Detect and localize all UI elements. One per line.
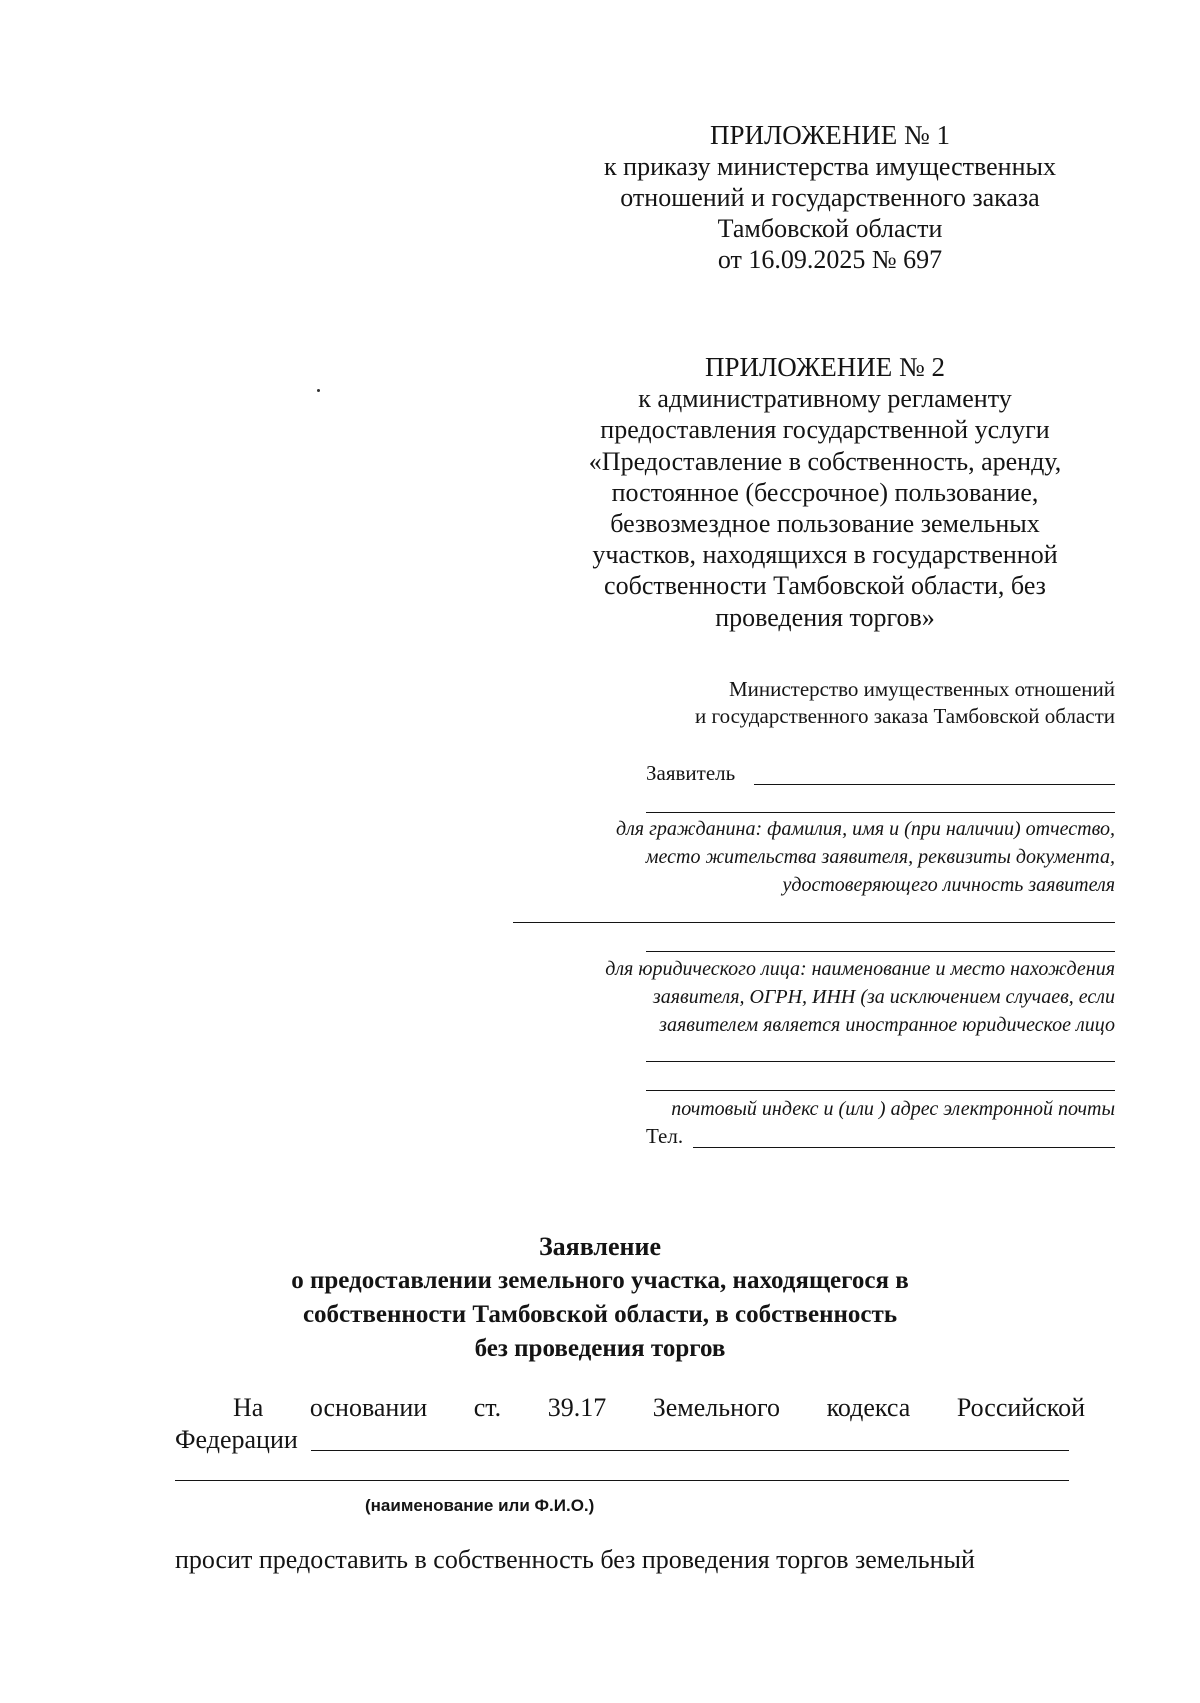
appendix-2-line: собственности Тамбовской области, без (604, 571, 1046, 601)
appendix-2-header (545, 352, 1105, 633)
paragraph-first-line (175, 1392, 1085, 1424)
appendix-2-heading: ПРИЛОЖЕНИЕ № 2 (704, 352, 946, 382)
statement-subtitle-line: без проведения торгов (474, 1335, 726, 1362)
recipient-ministry (600, 676, 1115, 730)
statement-title: Заявление (538, 1232, 662, 1261)
paragraph-word: ст. (473, 1393, 502, 1422)
paragraph-federation: Федерации (175, 1425, 298, 1454)
appendix-1-header (560, 120, 1100, 275)
appendix-1-line: отношений и государственного заказа (620, 183, 1040, 212)
citizen-hint-line: место жительства заявителя, реквизиты документа, (645, 846, 1115, 868)
applicant-name-field-line-2[interactable] (175, 1480, 1069, 1481)
applicant-name-field[interactable] (311, 1450, 1069, 1451)
legal-field[interactable] (646, 951, 1115, 952)
scan-speck (317, 389, 320, 392)
citizen-hint (616, 815, 1115, 899)
appendix-2-line: участков, находящихся в государственной (592, 540, 1058, 570)
citizen-field[interactable] (513, 922, 1115, 923)
paragraph-word: Российской (956, 1393, 1085, 1422)
applicant-field[interactable] (754, 784, 1115, 785)
paragraph-word: основании (309, 1393, 428, 1422)
applicant-field-line-2[interactable] (646, 812, 1115, 813)
recipient-line: и государственного заказа Тамбовской области (695, 704, 1115, 728)
paragraph-word: Земельного (652, 1393, 781, 1422)
legal-hint-line: заявителем является иностранное юридическое лицо (659, 1014, 1115, 1036)
citizen-hint-line: для гражданина: фамилия, имя и (при наличии) отчество, (615, 818, 1115, 840)
statement-subtitle-line: о предоставлении земельного участка, находящегося в (291, 1267, 909, 1294)
appendix-1-line: Тамбовской области (717, 214, 943, 243)
statement-subtitle-line: собственности Тамбовской области, в собственность (302, 1301, 898, 1328)
legal-hint-line: для юридического лица: наименование и место нахождения (605, 958, 1115, 980)
appendix-2-line: предоставления государственной услуги (600, 415, 1050, 445)
statement-paragraph (175, 1392, 1085, 1456)
name-hint: (наименование или Ф.И.О.) (365, 1496, 595, 1515)
appendix-2-line: «Предоставление в собственность, аренду, (588, 446, 1062, 476)
phone-label: Тел. (646, 1124, 684, 1148)
appendix-1-line: от 16.09.2025 № 697 (717, 245, 943, 274)
appendix-1-heading: ПРИЛОЖЕНИЕ № 1 (709, 120, 951, 150)
legal-hint-line: заявителя, ОГРН, ИНН (за исключением случаев, если (652, 986, 1115, 1008)
legal-field-line-2[interactable] (646, 1061, 1115, 1062)
appendix-2-line: безвозмездное пользование земельных (610, 509, 1040, 539)
citizen-hint-line: удостоверяющего личность заявителя (782, 874, 1115, 896)
legal-entity-hint (605, 955, 1115, 1039)
phone-field[interactable] (693, 1147, 1115, 1148)
appendix-2-line: проведения торгов» (715, 602, 935, 632)
paragraph-word: 39.17 (547, 1393, 607, 1422)
appendix-2-line: к административному регламенту (638, 384, 1012, 414)
paragraph-word: На (233, 1393, 264, 1422)
paragraph-word: кодекса (826, 1393, 911, 1422)
applicant-label: Заявитель (646, 761, 736, 785)
statement-title-block (0, 1230, 1200, 1366)
appendix-1-line: к приказу министерства имущественных (604, 152, 1056, 181)
postal-field[interactable] (646, 1090, 1115, 1091)
postal-hint: почтовый индекс и (или ) адрес электронной почты (671, 1098, 1115, 1120)
appendix-2-line: постоянное (бессрочное) пользование, (611, 477, 1039, 507)
recipient-line: Министерство имущественных отношений (728, 677, 1115, 701)
paragraph-last-line: просит предоставить в собственность без проведения торгов земельный (175, 1545, 975, 1574)
